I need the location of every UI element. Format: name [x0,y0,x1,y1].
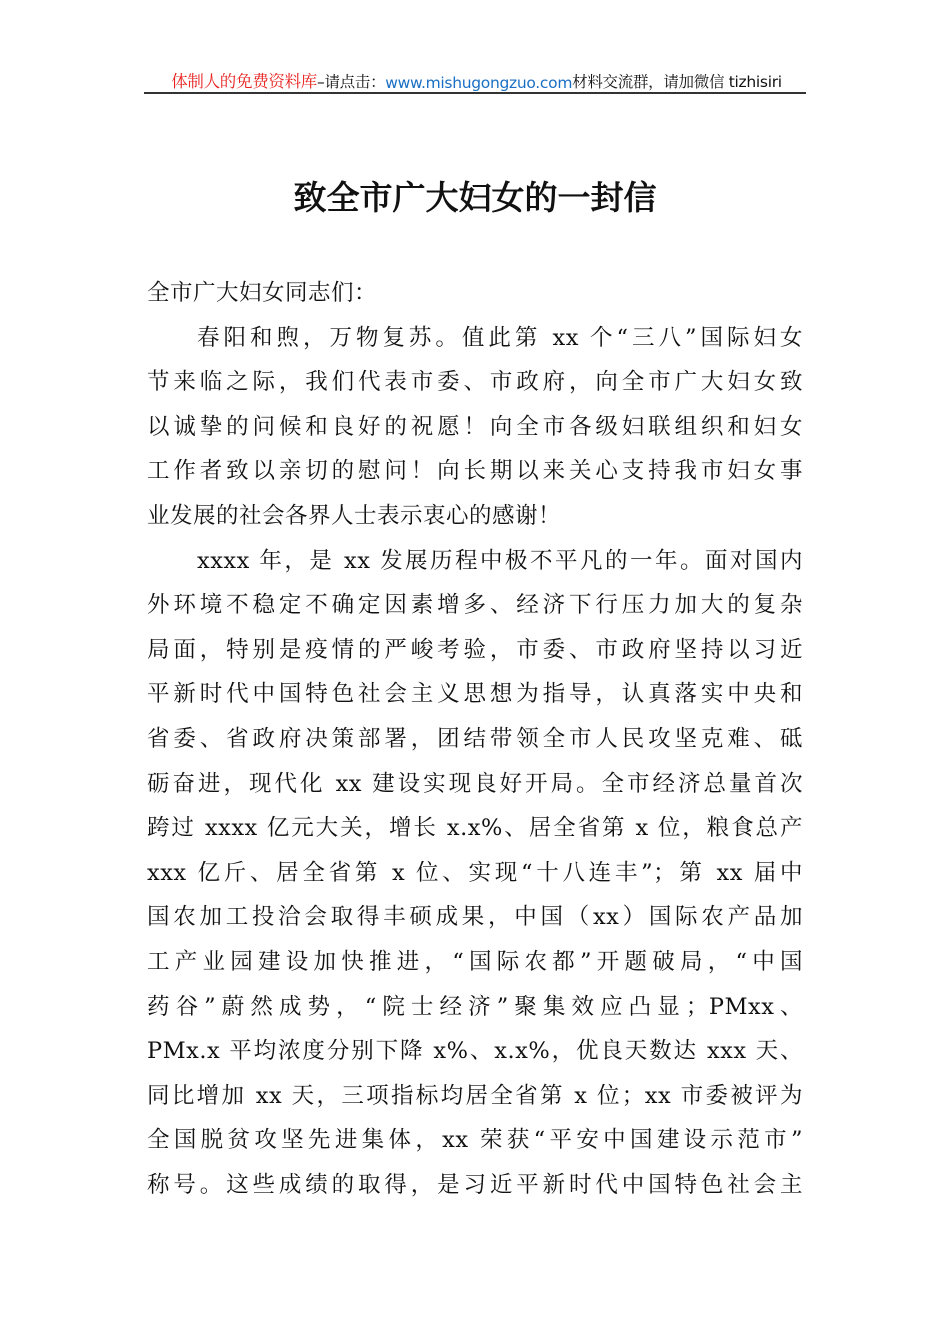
text-line: 全国脱贫攻坚先进集体，xx 荣获“平安中国建设示范市” [147,1127,803,1154]
text-line: 全市广大妇女同志们： [147,280,378,306]
document-body [147,275,803,1211]
prompt-text: –请点击： [317,73,386,91]
brand-text: 体制人的免费资料库 [171,72,318,91]
text-line: 工作者致以亲切的慰问！向长期以来关心支持我市妇女事 [147,458,803,485]
text-line: 国农加工投洽会取得丰硕成果，中国（xx）国际农产品加 [147,904,803,931]
text-line: 省委、省政府决策部署，团结带领全市人民攻坚克难、砥 [147,725,803,752]
text-line: 节来临之际，我们代表市委、市政府，向全市广大妇女致 [147,369,803,396]
text-line: 跨过 xxxx 亿元大关，增长 x.x%、居全省第 x 位，粮食总产 [147,815,803,842]
contact-note: 材料交流群，请加微信 tizhisiri [572,73,782,91]
document-title: 致全市广大妇女的一封信 [293,178,657,217]
header-divider [144,92,806,94]
text-line: 称号。这些成绩的取得，是习近平新时代中国特色社会主 [147,1171,803,1198]
text-line: 春阳和煦，万物复苏。值此第 xx 个“三八”国际妇女 [197,324,803,351]
text-line: 平新时代中国特色社会主义思想为指导，认真落实中央和 [147,681,803,708]
text-line: 工产业园建设加快推进，“国际农都”开题破局，“中国 [147,948,803,975]
text-line: 同比增加 xx 天，三项指标均居全省第 x 位；xx 市委被评为 [147,1082,803,1109]
text-line: PMx.x 平均浓度分别下降 x%、x.x%，优良天数达 xxx 天、 [147,1038,803,1065]
text-line: 外环境不稳定不确定因素增多、经济下行压力加大的复杂 [147,592,803,619]
text-line: 以诚挚的问候和良好的祝愿！向全市各级妇联组织和妇女 [147,413,803,440]
text-line: xxx 亿斤、居全省第 x 位、实现“十八连丰”；第 xx 届中 [147,859,803,886]
text-line: 药谷”蔚然成势，“院士经济”聚集效应凸显；PMxx、 [147,993,803,1020]
text-line: xxxx 年，是 xx 发展历程中极不平凡的一年。面对国内 [197,547,803,574]
page-header-banner [147,68,806,92]
text-line: 业发展的社会各界人士表示衷心的感谢！ [147,502,562,529]
text-line: 局面，特别是疫情的严峻考验，市委、市政府坚持以习近 [147,636,803,663]
website-link[interactable]: www.mishugongzuo.com [385,74,573,92]
text-line: 砺奋进，现代化 xx 建设实现良好开局。全市经济总量首次 [147,770,803,797]
